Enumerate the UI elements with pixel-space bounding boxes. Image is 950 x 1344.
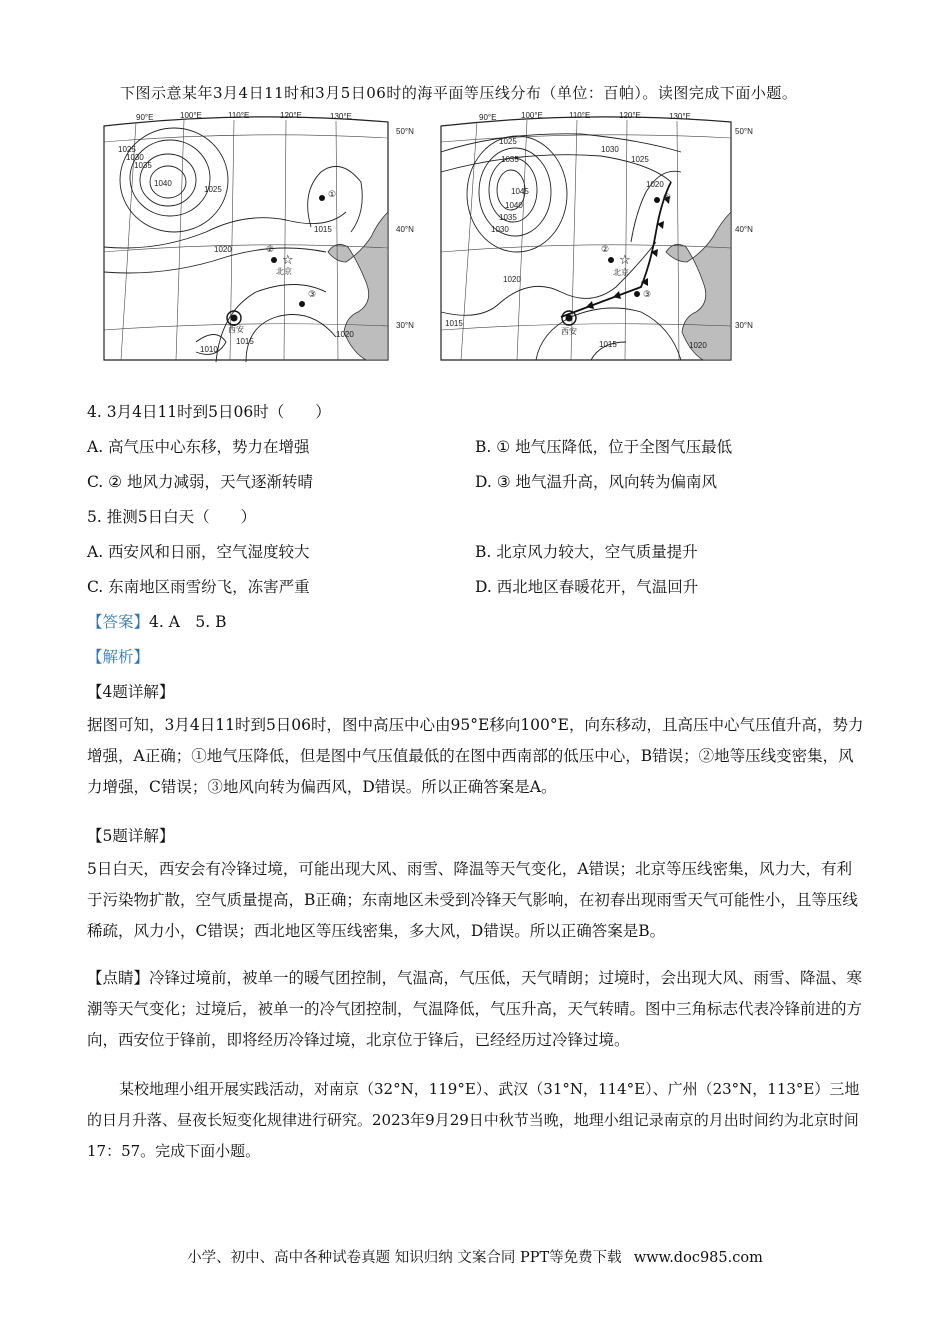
analysis-label: 【解析】 (87, 648, 150, 666)
detail-5-text: 5日白天，西安会有冷锋过境，可能出现大风、雨雪、降温等天气变化，A错误；北京等压线密集，风力大，有利于污染物扩散，空气质量提高，B正确；东南地区未受到冷锋天气影响，在初春出现雨雪天气可能性小，且等压线稀疏，风力小，C错误；西北地区等压线密集，多大风，D错误。所以正确答案是B。 (87, 860, 858, 940)
star-icon: ☆ (282, 252, 294, 267)
q4-option-a: A. 高气压中心东移，势力在增强 (87, 438, 310, 456)
map-right (441, 112, 753, 360)
city-label: 西安 (228, 325, 244, 334)
isobar-label: 1040 (154, 179, 172, 188)
isobar-label: 1040 (505, 201, 523, 210)
point-label: ① (328, 189, 337, 199)
answer-label: 【答案】 (87, 613, 150, 631)
detail-5-title: 【5题详解】 (87, 827, 175, 845)
lon-label: 110°E (569, 112, 591, 120)
q5-option-c: C. 东南地区雨雪纷飞，冻害严重 (87, 578, 310, 596)
isobar-label: 1015 (314, 225, 332, 234)
detail-4-title: 【4题详解】 (87, 683, 175, 701)
q4-option-c: C. ② 地风力减弱，天气逐渐转晴 (87, 473, 313, 491)
q4-option-b: B. ① 地气压降低，位于全图气压最低 (475, 438, 733, 456)
lon-label: 130°E (330, 112, 352, 121)
lon-label: 120°E (280, 112, 302, 120)
isobar-label: 1035 (134, 161, 152, 170)
lat-label: 50°N (396, 127, 414, 136)
isobar-label: 1015 (236, 337, 254, 346)
isobar-label: 1030 (491, 225, 509, 234)
isobar-label: 1025 (499, 137, 517, 146)
lon-label: 100°E (180, 112, 202, 120)
lon-label: 90°E (136, 113, 154, 122)
point-label: ③ (643, 289, 652, 299)
isobar-label: 1020 (689, 341, 707, 350)
lat-label: 30°N (735, 321, 753, 330)
city-label: 北京 (613, 268, 629, 277)
isobar-label: 1025 (631, 155, 649, 164)
tip-text: 冷锋过境前，被单一的暖气团控制，气温高，气压低，天气晴朗；过境时，会出现大风、雨雪、降温、寒潮等天气变化；过境后，被单一的冷气团控制，气温降低，气压升高，天气转晴。图中三角标志代表冷锋前进的方向，西安位于锋前，即将经历冷锋过境，北京位于锋后，已经经历过冷锋过境。 (87, 969, 863, 1049)
isobar-label: 1035 (499, 213, 517, 222)
tip-label: 【点睛】 (87, 969, 150, 987)
q4-stem: 4. 3月4日11时到5日06时（ ） (87, 403, 331, 421)
isobar-label: 1045 (511, 187, 529, 196)
detail-4-text: 据图可知，3月4日11时到5日06时，图中高压中心由95°E移向100°E，向东移动，且高压中心气压值升高，势力增强，A正确；①地气压降低，但是图中气压值最低的在图中西南部的低压中心，B错误；②地等压线变密集，风力增强，C错误；③地风向转为偏西风，D错误。所以正确答案是A。 (87, 716, 864, 796)
footer-text: 小学、初中、高中各种试卷真题 知识归纳 文案合同 PPT等免费下载 (187, 1250, 622, 1266)
q5-stem: 5. 推测5日白天（ ） (87, 508, 257, 526)
isobar-label: 1030 (126, 153, 144, 162)
intro-text: 下图示意某年3月4日11时和3月5日06时的海平面等压线分布（单位：百帕）。读图完成下面小题。 (120, 84, 798, 102)
point-label: ② (266, 244, 275, 254)
lon-label: 90°E (479, 113, 497, 122)
point-label: ③ (308, 289, 317, 299)
footer-url[interactable]: www.doc985.com (633, 1250, 763, 1266)
lon-label: 100°E (521, 112, 543, 120)
lon-label: 110°E (228, 112, 250, 120)
lat-label: 40°N (735, 225, 753, 234)
isobar-label: 1015 (599, 340, 617, 349)
city-label: 西安 (561, 327, 577, 336)
isobar-label: 1035 (501, 155, 519, 164)
isobar-label: 1025 (204, 185, 222, 194)
star-icon: ☆ (619, 252, 631, 267)
q5-option-d: D. 西北地区春暖花开，气温回升 (475, 578, 699, 596)
q4-option-d: D. ③ 地气温升高，风向转为偏南风 (475, 473, 718, 491)
next-intro: 某校地理小组开展实践活动，对南京（32°N，119°E）、武汉（31°N，114°E）、广州（23°N，113°E）三地的日月升落、昼夜长短变化规律进行研究。2023年9月29日中秋节当晚，地理小组记录南京的月出时间约为北京时间17：57。完成下面小题。 (87, 1080, 860, 1160)
isobar-label: 1015 (445, 319, 463, 328)
city-label: 北京 (276, 267, 292, 276)
isobar-label: 1020 (336, 330, 354, 339)
isobar-label: 1020 (503, 275, 521, 284)
answer-text: 4. A 5. B (149, 613, 227, 631)
map-left (104, 112, 414, 362)
lon-label: 130°E (669, 112, 691, 121)
point-label: ② (601, 244, 610, 254)
lon-label: 120°E (619, 112, 641, 120)
point-label: ① (663, 192, 672, 202)
lat-label: 50°N (735, 127, 753, 136)
lat-label: 40°N (396, 225, 414, 234)
footer (0, 1246, 950, 1267)
isobar-maps (96, 112, 876, 372)
tip-block (87, 963, 867, 1056)
answer-line (87, 610, 227, 632)
isobar-label: 1020 (646, 180, 664, 189)
lat-label: 30°N (396, 321, 414, 330)
isobar-label: 1020 (214, 245, 232, 254)
isobar-label: 1030 (601, 145, 619, 154)
isobar-label: 1025 (118, 145, 136, 154)
isobar-label: 1010 (200, 345, 218, 354)
q5-option-a: A. 西安风和日丽，空气湿度较大 (87, 543, 310, 561)
q5-option-b: B. 北京风力较大，空气质量提升 (475, 543, 698, 561)
